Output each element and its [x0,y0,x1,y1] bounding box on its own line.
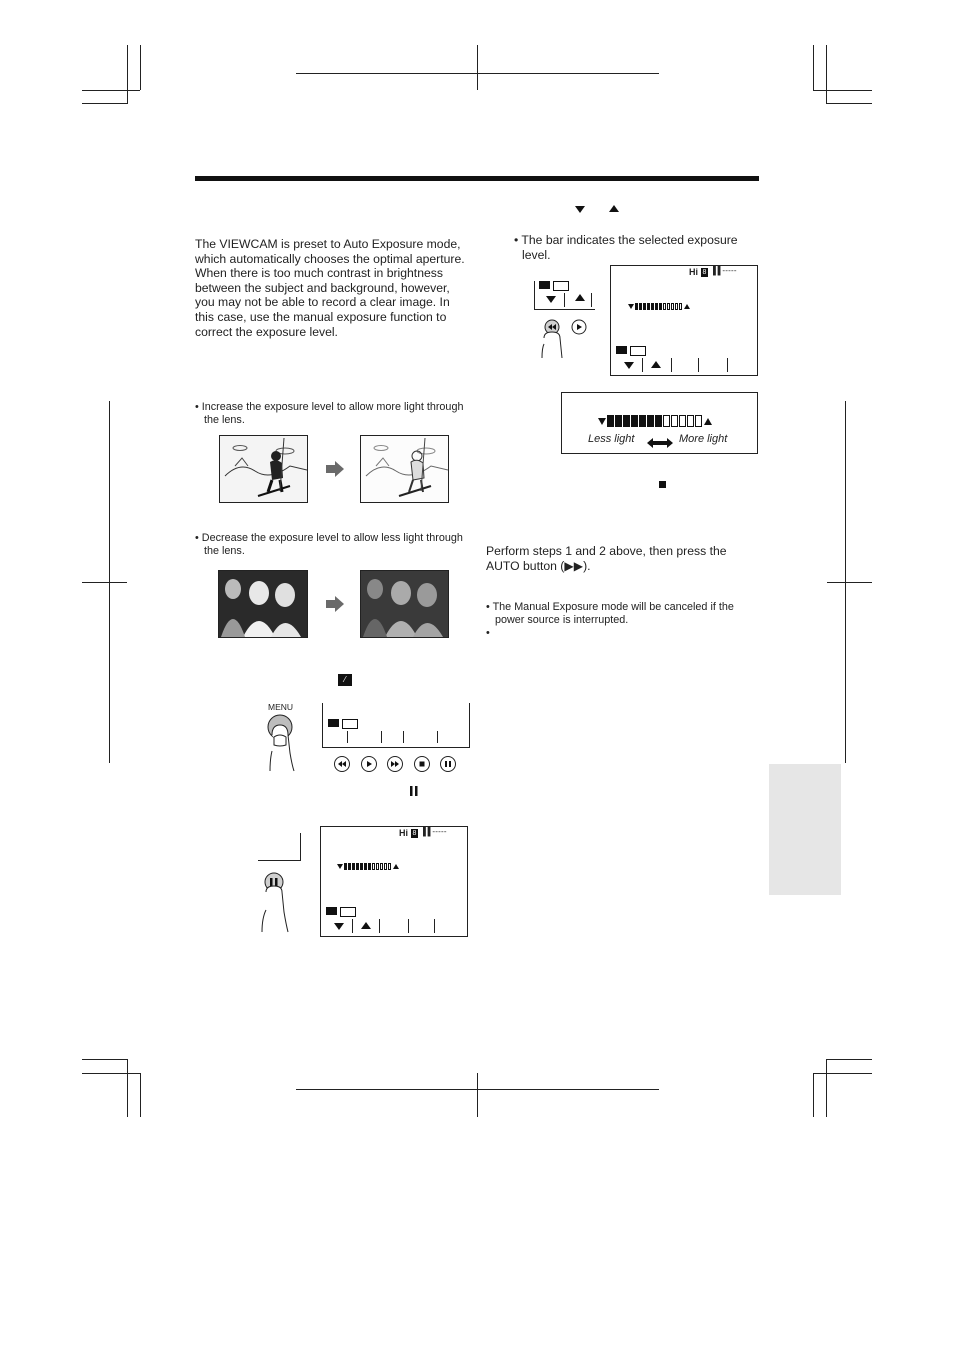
ud-keys-panel [534,281,595,310]
meter-up-icon [704,418,712,425]
display-bracket [258,833,301,861]
double-arrow-icon [647,435,673,453]
meter-segment [679,303,682,310]
meter-segment [655,303,658,310]
arrow-right-icon [326,596,344,617]
meter-up-icon [684,304,690,309]
section-side-tab [769,764,841,895]
meter-segment [643,303,646,310]
meter-up-icon [393,864,399,869]
exposure-meter [627,303,691,310]
meter-segment [675,303,678,310]
meter-down-icon [337,864,343,869]
hi-badge: 8 [412,830,417,837]
skier-dark-image [219,435,308,503]
meter-segment [615,415,622,427]
meter-segment [635,303,638,310]
meter-segment [364,863,367,870]
decrease-note: • Decrease the exposure level to allow less light through the lens. [195,532,463,557]
meter-segment [695,415,702,427]
meter-down-icon [628,304,634,309]
meter-segment [671,415,678,427]
tape-indicator: ▌▌- - - - - [713,266,736,275]
bar-note: • The bar indicates the selected exposure level. [514,233,738,262]
meter-segment [639,415,646,427]
heading-rule [195,176,759,181]
meter-segment [663,303,666,310]
exposure-meter-large [597,415,713,427]
meter-segment [671,303,674,310]
more-light-label: More light [679,433,728,445]
arrow-right-icon [326,461,344,482]
meter-segment [607,415,614,427]
meter-segment [631,415,638,427]
meter-segment [352,863,355,870]
increase-note: • Increase the exposure level to allow more light through the lens. [195,401,464,426]
stop-glyph-icon [659,481,666,488]
menu-button-label: MENU [268,702,294,712]
up-arrow-icon [609,205,619,212]
tape-indicator: ▌▌- - - - - [423,827,446,836]
group-dark-image [360,570,449,638]
rewind-icon[interactable] [334,756,350,772]
meter-segment [384,863,387,870]
meter-segment [360,863,363,870]
menu-lcd [322,703,470,748]
meter-segment [667,303,670,310]
less-light-label: Less light [588,433,635,445]
exposure-lcd-small [320,826,468,937]
hi-label: Hi [399,828,408,838]
cancel-note: • The Manual Exposure mode will be canceled if the power source is interrupted. [486,601,734,626]
meter-segment [368,863,371,870]
down-arrow-icon [575,206,585,213]
bullet-note: • [486,627,490,639]
meter-segment [659,303,662,310]
meter-segment [639,303,642,310]
meter-segment [651,303,654,310]
meter-segment [655,415,662,427]
group-bright-image [218,570,308,638]
meter-segment [663,415,670,427]
meter-segment [344,863,347,870]
meter-segment [647,303,650,310]
pause-icon[interactable] [440,756,456,772]
fast-forward-icon[interactable] [387,756,403,772]
menu-button-hand[interactable] [264,713,300,778]
meter-segment [687,415,694,427]
play-icon[interactable] [361,756,377,772]
auto-return-text: Perform steps 1 and 2 above, then press the AUTO button (▶▶). [486,544,727,573]
skier-bright-image [360,435,449,503]
intro-text: The VIEWCAM is preset to Auto Exposure mode, which automatically chooses the optimal aperture. When there is too much contrast in brightness between the subject and background, however, you may not be able to record a clear image. In this case, use the manual exposure function to correct the exposure level. [195,237,465,339]
adjust-hand[interactable] [536,318,592,365]
meter-segment [623,415,630,427]
meter-segment [376,863,379,870]
meter-segment [647,415,654,427]
meter-segment [388,863,391,870]
meter-segment [380,863,383,870]
exposure-lcd-large [610,265,758,376]
hi-badge: 8 [702,269,707,276]
meter-segment [372,863,375,870]
pause-button-hand[interactable] [258,872,292,939]
hi-label: Hi [689,267,698,277]
pause-glyph-icon [410,783,418,801]
exposure-meter [336,863,400,870]
exposure-scale-box [561,392,758,454]
meter-segment [348,863,351,870]
meter-segment [679,415,686,427]
exposure-menu-icon: ⁄ [338,674,352,686]
meter-down-icon [598,418,606,425]
meter-segment [356,863,359,870]
stop-icon[interactable] [414,756,430,772]
